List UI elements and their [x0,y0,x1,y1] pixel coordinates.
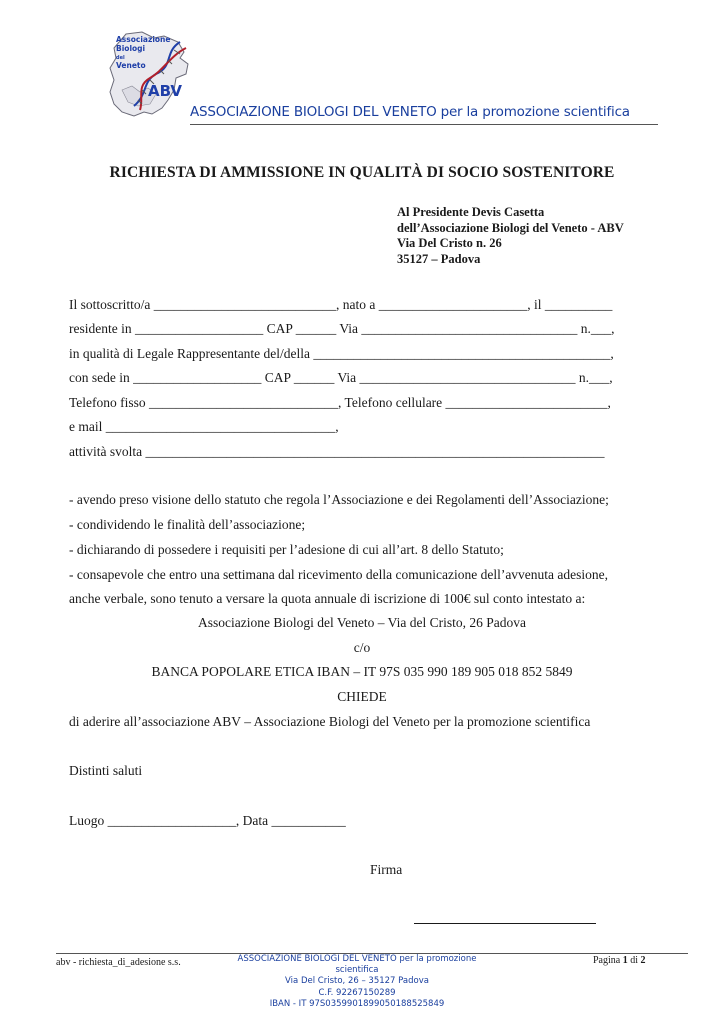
form-line-activity: attività svolta ____________________________________________________________________ [69,444,605,459]
page-number [593,955,646,966]
care-of: c/o [353,640,371,655]
form-line-email: e mail __________________________________, [69,419,339,434]
recipient-line: Via Del Cristo n. 26 [397,236,502,250]
form-line-name: Il sottoscritto/a ___________________________, nato a ______________________, il __________ [69,297,613,312]
page-total: 2 [640,955,646,966]
recipient-address [397,205,624,267]
logo-text-line-1: Associazione [116,35,171,44]
document-title: RICHIESTA DI AMMISSIONE IN QUALITÀ DI SOCIO SOSTENITORE [109,164,615,181]
logo-text-line-2: Biologi [116,44,146,53]
page-current: 1 [622,955,628,966]
logo-text-line-4: Veneto [116,61,146,70]
header-title: ASSOCIAZIONE BIOLOGI DEL VENETO per la promozione scientifica [190,104,630,120]
footer-filename: abv - richiesta_di_adesione s.s. [56,957,181,968]
footer-info-line: Via Del Cristo, 26 – 35127 Padova [285,976,429,987]
footer-info-line: C.F. 92267150289 [318,987,396,998]
condition-item: anche verbale, sono tenuto a versare la quota annuale di iscrizione di 100€ sul conto intestato a: [69,591,586,606]
header-divider [190,124,658,125]
form-line-legal-representative: in qualità di Legale Rappresentante del/della ____________________________________________, [69,346,614,361]
condition-item: - consapevole che entro una settimana dal ricevimento della comunicazione dell’avvenuta adesione, [69,567,609,582]
greeting: Distinti saluti [69,763,143,778]
abv-logo [104,28,204,124]
form-line-headquarters: con sede in ___________________ CAP ______ Via ________________________________ n.___, [69,370,613,385]
footer-info-line: ASSOCIAZIONE BIOLOGI DEL VENETO per la promozione scientifica [237,954,477,976]
recipient-line: 35127 – Padova [397,251,481,266]
recipient-line: Al Presidente Devis Casetta [397,205,545,219]
form-line-phone: Telefono fisso ____________________________, Telefono cellulare ________________________, [69,395,611,410]
signature-label: Firma [370,862,403,877]
bank-iban: BANCA POPOLARE ETICA IBAN – IT 97S 035 990 189 905 018 852 5849 [151,664,573,679]
logo-text-line-3: del [116,55,125,61]
condition-item: - dichiarando di possedere i requisiti per l’adesione di cui all’art. 8 dello Statuto; [69,542,504,557]
condition-item: - avendo preso visione dello statuto che regola l’Associazione e dei Regolamenti dell’Associazione; [69,492,609,507]
recipient-line: dell’Associazione Biologi del Veneto - ABV [397,220,624,235]
request-heading: CHIEDE [337,689,387,704]
place-date-line: Luogo ___________________, Data ___________ [69,813,346,828]
page-of: di [630,955,638,966]
request-text: di aderire all’associazione ABV – Associazione Biologi del Veneto per la promozione scientifica [69,714,591,729]
footer-association-info [222,954,492,1010]
account-holder: Associazione Biologi del Veneto – Via del Cristo, 26 Padova [198,615,526,630]
footer-info-line: IBAN - IT 97S0359901899050188525849 [269,998,445,1009]
form-line-residence: residente in ___________________ CAP ______ Via ________________________________ n.___, [69,321,615,336]
logo-abbr: ABV [148,82,183,100]
page-label: Pagina [593,955,621,966]
signature-line [414,923,596,924]
condition-item: - condividendo le finalità dell’associazione; [69,517,306,532]
